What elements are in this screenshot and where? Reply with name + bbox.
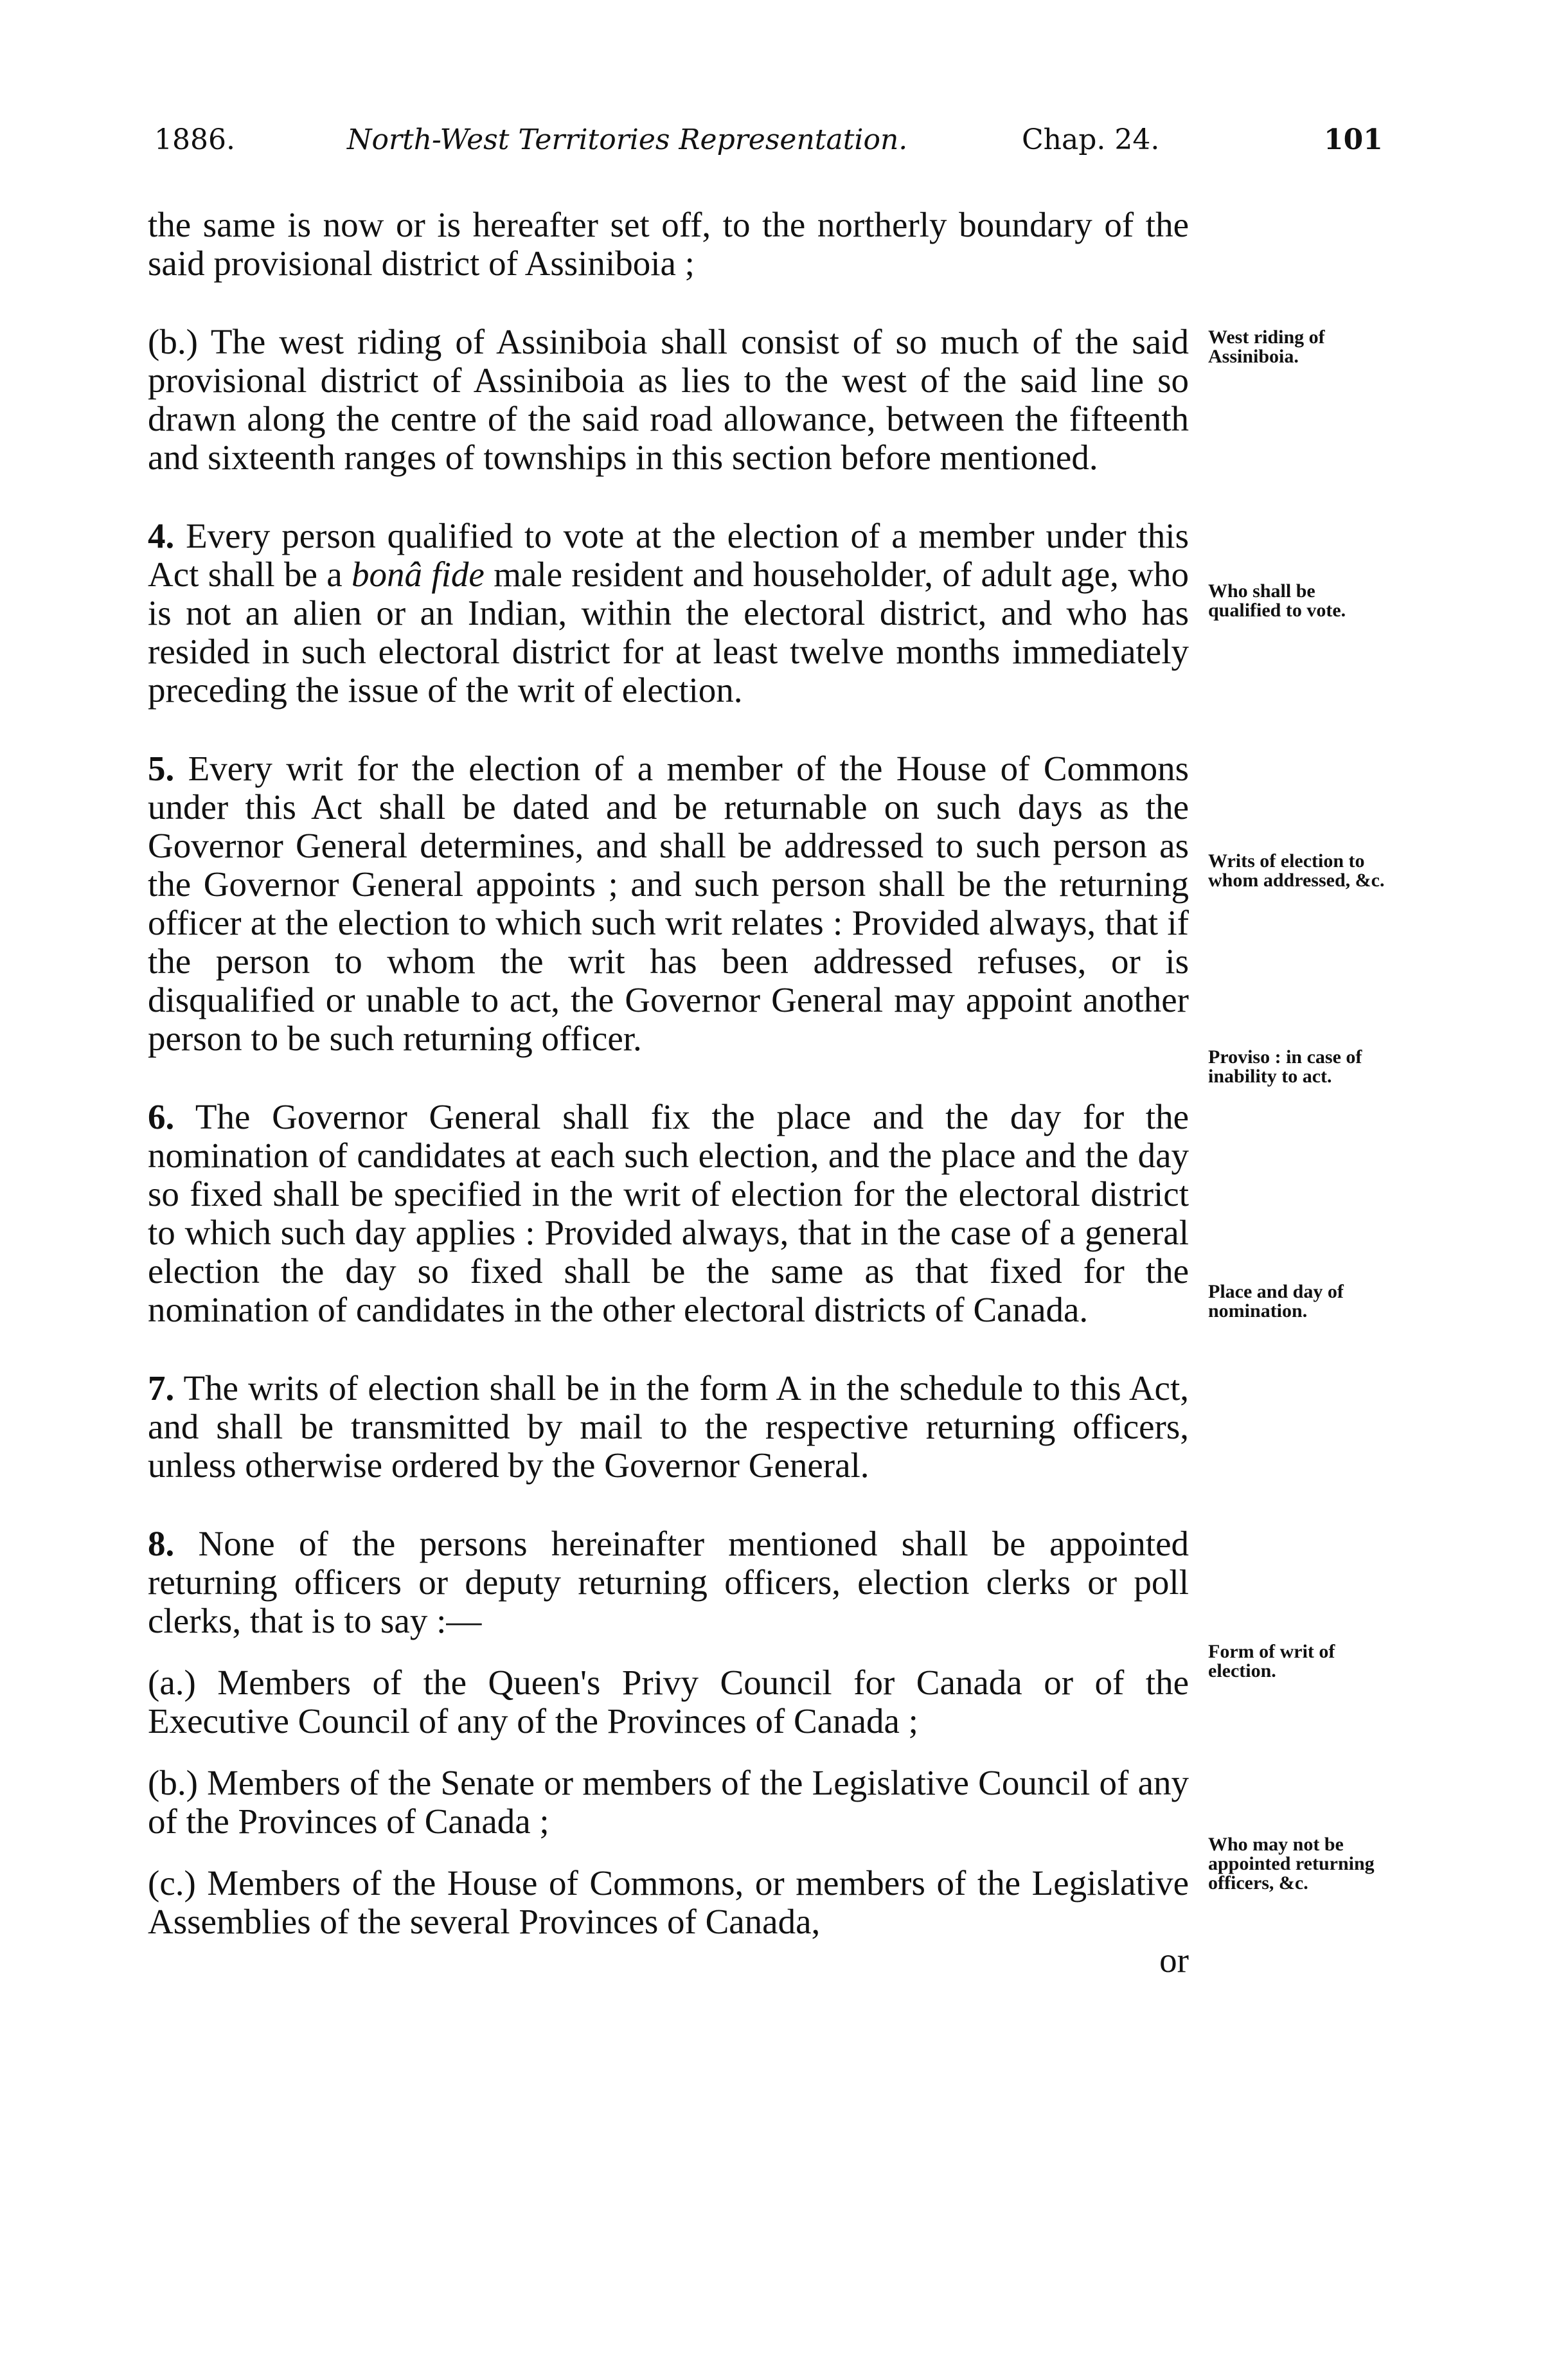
- paragraph-text: the same is now or is hereafter set off, to the northerly boundary of the said provisional district of Assiniboia ;: [148, 205, 1189, 283]
- header-chapter: Chap. 24.: [1022, 123, 1160, 156]
- header-title: North-West Territories Representation.: [347, 123, 908, 156]
- paragraph-text: Members of the Queen's Privy Council for Canada or of the Executive Council of any of the Provinces of Canada ;: [148, 1663, 1189, 1741]
- section-7: [148, 1369, 1189, 1485]
- italic-term: bonâ fide: [352, 555, 485, 594]
- marginal-note-proviso: Proviso : in case of inability to act.: [1208, 1046, 1362, 1087]
- marginal-note-place-day: Place and day of nomination.: [1208, 1281, 1344, 1321]
- section-number: 5.: [148, 749, 175, 788]
- clause-label: (c.): [148, 1863, 196, 1903]
- marginal-note-who-may-not: Who may not be appointed returning officers, &c.: [1208, 1834, 1375, 1894]
- clause-label: (b.): [148, 322, 198, 361]
- section-number: 8.: [148, 1524, 175, 1563]
- page-number: 101: [1324, 123, 1383, 156]
- marginal-note-who-vote: Who shall be qualified to vote.: [1208, 580, 1346, 621]
- paragraph-text: Every writ for the election of a member of the House of Commons under this Act shall be dated and be returnable on such days as the Governor General determines, and shall be addressed to such person as the Governor General appoints ; and such person shall be the returning officer at the election to which such writ relates : Provided always, that if the person to whom the writ has been addressed refuses, or is disqualified or unable to act, the Governor General may appoint another person to be such returning officer.: [148, 749, 1189, 1058]
- paragraph-text: Every person qualified to vote at the election of a member under this Act shall be a: [148, 516, 1189, 594]
- paragraph-text: male resident and householder, of adult age, who is not an alien or an Indian, within the electoral district, and who has resided in such electoral district for at least twelve months immediately preceding the issue of the writ of election.: [148, 555, 1189, 710]
- paragraph-continuation: [148, 206, 1189, 283]
- clause-label: (a.): [148, 1663, 196, 1702]
- clause-8b: [148, 1764, 1189, 1841]
- section-6: [148, 1098, 1189, 1329]
- clause-label: (b.): [148, 1763, 198, 1802]
- clause-8a: [148, 1663, 1189, 1741]
- header-year: 1886.: [154, 123, 235, 156]
- clause-8c: [148, 1864, 1189, 1941]
- catchword: or: [1159, 1940, 1189, 1980]
- paragraph-west-riding: [148, 323, 1189, 477]
- section-number: 6.: [148, 1097, 175, 1136]
- section-number: 7.: [148, 1368, 175, 1408]
- paragraph-text: The writs of election shall be in the form A in the schedule to this Act, and shall be transmitted by mail to the respective returning officers, unless otherwise ordered by the Governor General.: [148, 1368, 1189, 1485]
- section-8: [148, 1525, 1189, 1640]
- paragraph-text: Members of the House of Commons, or members of the Legislative Assemblies of the several Provinces of Canada,: [148, 1863, 1189, 1941]
- page-body: [148, 206, 1189, 1980]
- marginal-note-west-riding: West riding of Assiniboia.: [1208, 327, 1325, 367]
- running-header: [154, 123, 1383, 175]
- paragraph-text: The west riding of Assiniboia shall consist of so much of the said provisional district of Assiniboia as lies to the west of the said line so drawn along the centre of the said road allowance, between the fifteenth and sixteenth ranges of townships in this section before mentioned.: [148, 322, 1189, 477]
- marginal-note-writs: Writs of election to whom addressed, &c.: [1208, 850, 1385, 891]
- marginal-note-form-writ: Form of writ of election.: [1208, 1641, 1335, 1681]
- paragraph-text: Members of the Senate or members of the Legislative Council of any of the Provinces of Canada ;: [148, 1763, 1189, 1841]
- paragraph-text: None of the persons hereinafter mentioned shall be appointed returning officers or deputy returning officers, election clerks or poll clerks, that is to say :—: [148, 1524, 1189, 1640]
- section-5: [148, 749, 1189, 1058]
- section-4: [148, 517, 1189, 710]
- section-number: 4.: [148, 516, 175, 555]
- paragraph-text: The Governor General shall fix the place and the day for the nomination of candidates at each such election, and the place and the day so fixed shall be specified in the writ of election for the electoral district to which such day applies : Provided always, that in the case of a general election the day so fixed shall be the same as that fixed for the nomination of candidates in the other electoral districts of Canada.: [148, 1097, 1189, 1329]
